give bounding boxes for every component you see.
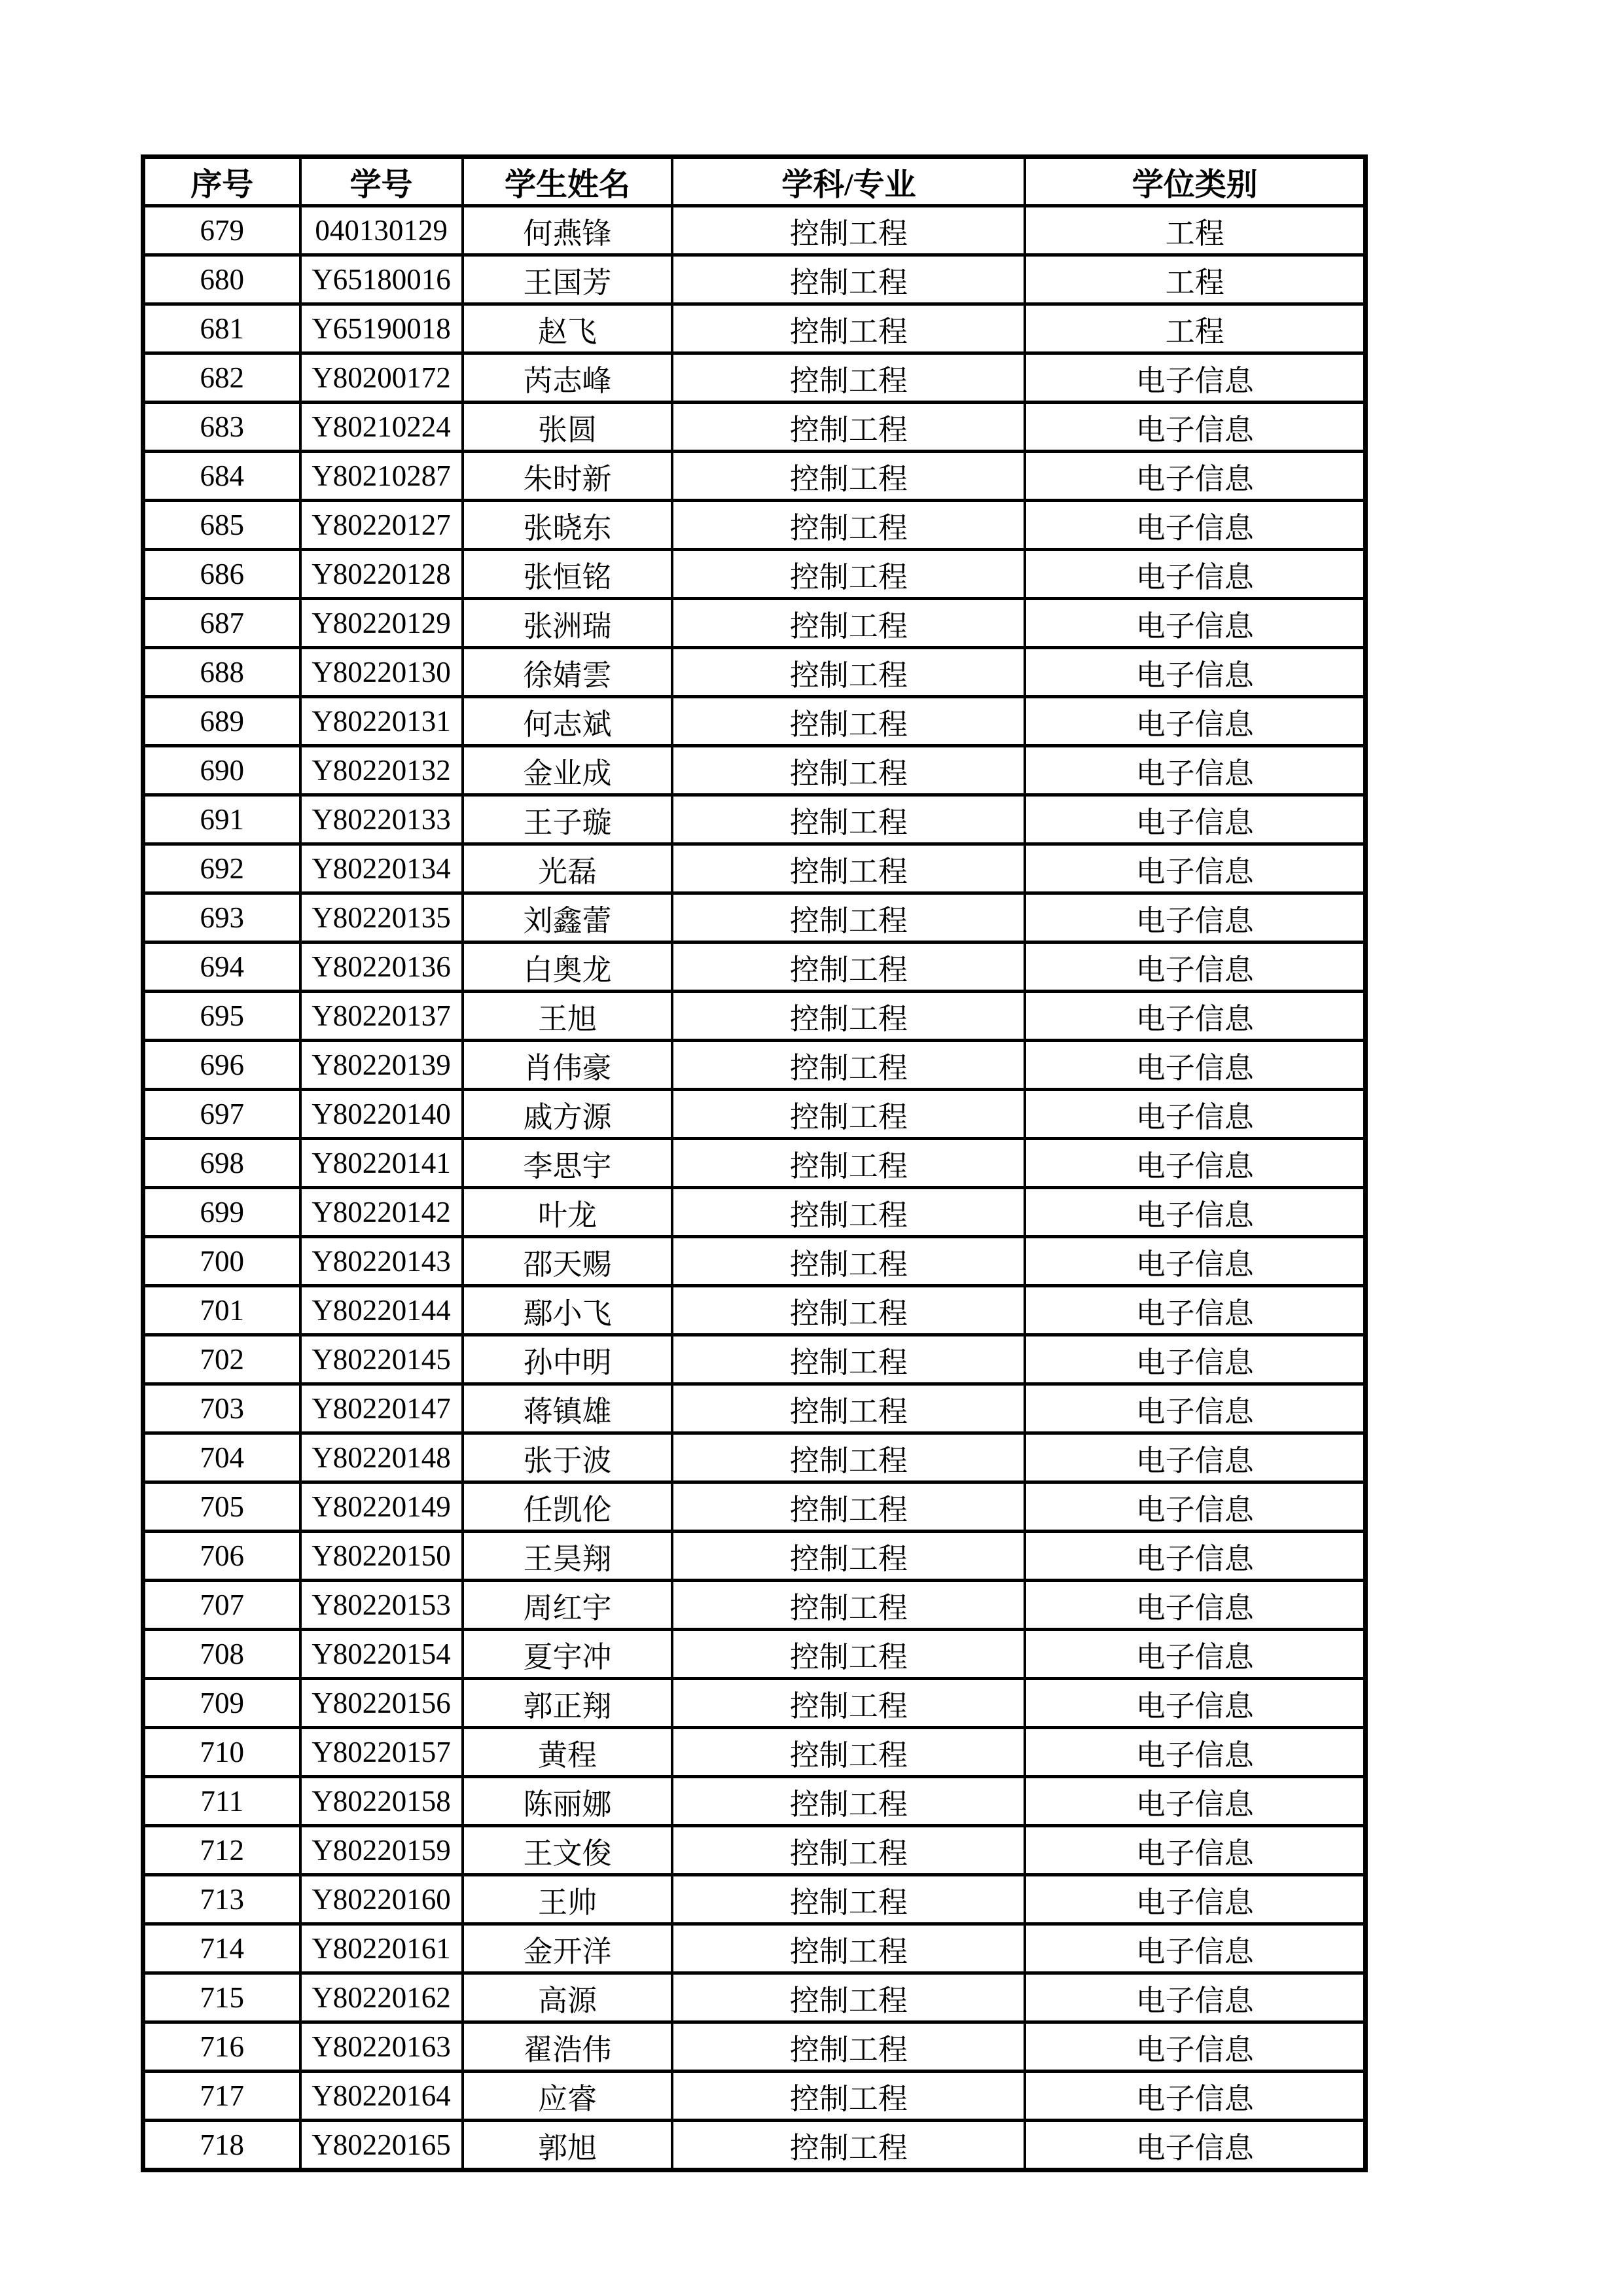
table-row <box>143 2072 1366 2121</box>
major-cell: 控制工程 <box>672 1924 1025 1973</box>
student-id-cell: Y80220147 <box>300 1384 463 1433</box>
table-row <box>143 844 1366 893</box>
name-cell: 应睿 <box>463 2072 673 2121</box>
table-row <box>143 1041 1366 1090</box>
major-cell: 控制工程 <box>672 1482 1025 1532</box>
table-row <box>143 403 1366 452</box>
student-id-cell: Y80220136 <box>300 942 463 992</box>
student-id-cell: Y80220159 <box>300 1826 463 1875</box>
table-row <box>143 1384 1366 1433</box>
header-student-name: 学生姓名 <box>463 157 673 206</box>
degree-cell: 电子信息 <box>1025 893 1365 942</box>
name-cell: 光磊 <box>463 844 673 893</box>
student-id-cell: Y80220133 <box>300 795 463 844</box>
degree-cell: 电子信息 <box>1025 1532 1365 1581</box>
major-cell: 控制工程 <box>672 353 1025 403</box>
seq-cell: 706 <box>143 1532 300 1581</box>
student-id-cell: Y80220153 <box>300 1581 463 1630</box>
degree-cell: 电子信息 <box>1025 1630 1365 1679</box>
student-id-cell: Y80220127 <box>300 501 463 550</box>
table-row <box>143 1875 1366 1924</box>
major-cell: 控制工程 <box>672 1826 1025 1875</box>
seq-cell: 710 <box>143 1728 300 1777</box>
major-cell: 控制工程 <box>672 1237 1025 1286</box>
name-cell: 鄢小飞 <box>463 1286 673 1335</box>
seq-cell: 694 <box>143 942 300 992</box>
table-row <box>143 2022 1366 2072</box>
header-row <box>143 157 1366 206</box>
name-cell: 王国芳 <box>463 255 673 304</box>
header-degree-type: 学位类别 <box>1025 157 1365 206</box>
table-row <box>143 1826 1366 1875</box>
name-cell: 周红宇 <box>463 1581 673 1630</box>
student-id-cell: Y80220157 <box>300 1728 463 1777</box>
major-cell: 控制工程 <box>672 1335 1025 1384</box>
name-cell: 郭旭 <box>463 2121 673 2170</box>
student-id-cell: Y80220161 <box>300 1924 463 1973</box>
student-id-cell: Y80220160 <box>300 1875 463 1924</box>
seq-cell: 681 <box>143 304 300 353</box>
major-cell: 控制工程 <box>672 844 1025 893</box>
name-cell: 赵飞 <box>463 304 673 353</box>
table-row <box>143 2121 1366 2170</box>
table-row <box>143 697 1366 746</box>
student-id-cell: Y80220164 <box>300 2072 463 2121</box>
seq-cell: 713 <box>143 1875 300 1924</box>
degree-cell: 电子信息 <box>1025 746 1365 795</box>
degree-cell: 电子信息 <box>1025 1482 1365 1532</box>
seq-cell: 689 <box>143 697 300 746</box>
seq-cell: 715 <box>143 1973 300 2022</box>
major-cell: 控制工程 <box>672 403 1025 452</box>
degree-cell: 工程 <box>1025 304 1365 353</box>
degree-cell: 电子信息 <box>1025 992 1365 1041</box>
degree-cell: 电子信息 <box>1025 599 1365 648</box>
name-cell: 白奥龙 <box>463 942 673 992</box>
student-id-cell: Y65180016 <box>300 255 463 304</box>
table-row <box>143 795 1366 844</box>
major-cell: 控制工程 <box>672 206 1025 255</box>
degree-cell: 电子信息 <box>1025 648 1365 697</box>
student-id-cell: Y80220132 <box>300 746 463 795</box>
table-row <box>143 893 1366 942</box>
name-cell: 张圆 <box>463 403 673 452</box>
name-cell: 王文俊 <box>463 1826 673 1875</box>
name-cell: 张晓东 <box>463 501 673 550</box>
name-cell: 王帅 <box>463 1875 673 1924</box>
table-row <box>143 942 1366 992</box>
student-id-cell: Y80220150 <box>300 1532 463 1581</box>
table-row <box>143 1090 1366 1139</box>
student-id-cell: Y80220140 <box>300 1090 463 1139</box>
table-row <box>143 1188 1366 1237</box>
seq-cell: 679 <box>143 206 300 255</box>
seq-cell: 714 <box>143 1924 300 1973</box>
name-cell: 张洲瑞 <box>463 599 673 648</box>
student-id-cell: Y80220145 <box>300 1335 463 1384</box>
student-id-cell: Y80220162 <box>300 1973 463 2022</box>
major-cell: 控制工程 <box>672 452 1025 501</box>
degree-cell: 工程 <box>1025 255 1365 304</box>
name-cell: 戚方源 <box>463 1090 673 1139</box>
major-cell: 控制工程 <box>672 1581 1025 1630</box>
name-cell: 朱时新 <box>463 452 673 501</box>
major-cell: 控制工程 <box>672 1532 1025 1581</box>
name-cell: 刘鑫蕾 <box>463 893 673 942</box>
major-cell: 控制工程 <box>672 697 1025 746</box>
student-id-cell: Y80220137 <box>300 992 463 1041</box>
major-cell: 控制工程 <box>672 1433 1025 1482</box>
major-cell: 控制工程 <box>672 648 1025 697</box>
degree-cell: 电子信息 <box>1025 2022 1365 2072</box>
student-id-cell: Y80220128 <box>300 550 463 599</box>
major-cell: 控制工程 <box>672 1286 1025 1335</box>
student-id-cell: Y80220131 <box>300 697 463 746</box>
seq-cell: 716 <box>143 2022 300 2072</box>
name-cell: 郭正翔 <box>463 1679 673 1728</box>
major-cell: 控制工程 <box>672 1679 1025 1728</box>
degree-cell: 电子信息 <box>1025 1041 1365 1090</box>
major-cell: 控制工程 <box>672 942 1025 992</box>
table-row <box>143 1581 1366 1630</box>
major-cell: 控制工程 <box>672 795 1025 844</box>
table-row <box>143 1237 1366 1286</box>
name-cell: 夏宇冲 <box>463 1630 673 1679</box>
name-cell: 邵天赐 <box>463 1237 673 1286</box>
table-row <box>143 599 1366 648</box>
name-cell: 金开洋 <box>463 1924 673 1973</box>
major-cell: 控制工程 <box>672 992 1025 1041</box>
degree-cell: 电子信息 <box>1025 353 1365 403</box>
name-cell: 徐婧雲 <box>463 648 673 697</box>
table-row <box>143 1679 1366 1728</box>
table-row <box>143 452 1366 501</box>
degree-cell: 电子信息 <box>1025 452 1365 501</box>
major-cell: 控制工程 <box>672 1875 1025 1924</box>
degree-cell: 电子信息 <box>1025 2121 1365 2170</box>
name-cell: 金业成 <box>463 746 673 795</box>
seq-cell: 701 <box>143 1286 300 1335</box>
major-cell: 控制工程 <box>672 1188 1025 1237</box>
name-cell: 王昊翔 <box>463 1532 673 1581</box>
degree-cell: 电子信息 <box>1025 1728 1365 1777</box>
major-cell: 控制工程 <box>672 746 1025 795</box>
seq-cell: 696 <box>143 1041 300 1090</box>
seq-cell: 693 <box>143 893 300 942</box>
major-cell: 控制工程 <box>672 550 1025 599</box>
degree-cell: 电子信息 <box>1025 1826 1365 1875</box>
table-row <box>143 550 1366 599</box>
table-row <box>143 746 1366 795</box>
degree-cell: 电子信息 <box>1025 2072 1365 2121</box>
seq-cell: 705 <box>143 1482 300 1532</box>
name-cell: 蒋镇雄 <box>463 1384 673 1433</box>
major-cell: 控制工程 <box>672 893 1025 942</box>
degree-cell: 电子信息 <box>1025 550 1365 599</box>
major-cell: 控制工程 <box>672 1630 1025 1679</box>
student-id-cell: Y80220158 <box>300 1777 463 1826</box>
student-id-cell: Y80220163 <box>300 2022 463 2072</box>
student-id-cell: Y80220135 <box>300 893 463 942</box>
degree-cell: 电子信息 <box>1025 1679 1365 1728</box>
seq-cell: 688 <box>143 648 300 697</box>
seq-cell: 711 <box>143 1777 300 1826</box>
table-row <box>143 1433 1366 1482</box>
seq-cell: 703 <box>143 1384 300 1433</box>
name-cell: 李思宇 <box>463 1139 673 1188</box>
table-row <box>143 1335 1366 1384</box>
student-table <box>141 154 1368 2172</box>
student-id-cell: Y80220144 <box>300 1286 463 1335</box>
degree-cell: 电子信息 <box>1025 1581 1365 1630</box>
seq-cell: 682 <box>143 353 300 403</box>
major-cell: 控制工程 <box>672 1384 1025 1433</box>
degree-cell: 电子信息 <box>1025 1286 1365 1335</box>
seq-cell: 691 <box>143 795 300 844</box>
degree-cell: 电子信息 <box>1025 501 1365 550</box>
table-row <box>143 206 1366 255</box>
degree-cell: 电子信息 <box>1025 1335 1365 1384</box>
student-id-cell: Y80220130 <box>300 648 463 697</box>
seq-cell: 697 <box>143 1090 300 1139</box>
name-cell: 王子璇 <box>463 795 673 844</box>
seq-cell: 698 <box>143 1139 300 1188</box>
student-id-cell: Y80210224 <box>300 403 463 452</box>
name-cell: 王旭 <box>463 992 673 1041</box>
major-cell: 控制工程 <box>672 255 1025 304</box>
seq-cell: 708 <box>143 1630 300 1679</box>
student-id-cell: Y80220148 <box>300 1433 463 1482</box>
degree-cell: 电子信息 <box>1025 1924 1365 1973</box>
degree-cell: 电子信息 <box>1025 1433 1365 1482</box>
major-cell: 控制工程 <box>672 1090 1025 1139</box>
name-cell: 任凯伦 <box>463 1482 673 1532</box>
table-row <box>143 1973 1366 2022</box>
degree-cell: 电子信息 <box>1025 942 1365 992</box>
degree-cell: 电子信息 <box>1025 795 1365 844</box>
table-row <box>143 501 1366 550</box>
seq-cell: 718 <box>143 2121 300 2170</box>
student-id-cell: Y80220149 <box>300 1482 463 1532</box>
student-id-cell: Y65190018 <box>300 304 463 353</box>
header-major: 学科/专业 <box>672 157 1025 206</box>
name-cell: 张于波 <box>463 1433 673 1482</box>
student-id-cell: Y80220141 <box>300 1139 463 1188</box>
major-cell: 控制工程 <box>672 501 1025 550</box>
seq-cell: 712 <box>143 1826 300 1875</box>
name-cell: 孙中明 <box>463 1335 673 1384</box>
name-cell: 芮志峰 <box>463 353 673 403</box>
table-row <box>143 648 1366 697</box>
name-cell: 陈丽娜 <box>463 1777 673 1826</box>
major-cell: 控制工程 <box>672 2072 1025 2121</box>
seq-cell: 685 <box>143 501 300 550</box>
seq-cell: 690 <box>143 746 300 795</box>
header-seq: 序号 <box>143 157 300 206</box>
degree-cell: 电子信息 <box>1025 1777 1365 1826</box>
degree-cell: 电子信息 <box>1025 1875 1365 1924</box>
major-cell: 控制工程 <box>672 1728 1025 1777</box>
seq-cell: 680 <box>143 255 300 304</box>
table-row <box>143 1139 1366 1188</box>
student-id-cell: Y80220165 <box>300 2121 463 2170</box>
seq-cell: 695 <box>143 992 300 1041</box>
major-cell: 控制工程 <box>672 2121 1025 2170</box>
seq-cell: 684 <box>143 452 300 501</box>
student-id-cell: Y80220134 <box>300 844 463 893</box>
name-cell: 高源 <box>463 1973 673 2022</box>
degree-cell: 电子信息 <box>1025 1139 1365 1188</box>
table-row <box>143 1630 1366 1679</box>
degree-cell: 电子信息 <box>1025 697 1365 746</box>
degree-cell: 电子信息 <box>1025 1384 1365 1433</box>
student-id-cell: Y80200172 <box>300 353 463 403</box>
student-id-cell: Y80220142 <box>300 1188 463 1237</box>
seq-cell: 683 <box>143 403 300 452</box>
degree-cell: 电子信息 <box>1025 403 1365 452</box>
student-id-cell: Y80210287 <box>300 452 463 501</box>
degree-cell: 电子信息 <box>1025 844 1365 893</box>
table-row <box>143 255 1366 304</box>
degree-cell: 电子信息 <box>1025 1973 1365 2022</box>
name-cell: 肖伟豪 <box>463 1041 673 1090</box>
seq-cell: 686 <box>143 550 300 599</box>
seq-cell: 699 <box>143 1188 300 1237</box>
header-student-id: 学号 <box>300 157 463 206</box>
seq-cell: 700 <box>143 1237 300 1286</box>
major-cell: 控制工程 <box>672 2022 1025 2072</box>
table-row <box>143 1777 1366 1826</box>
student-id-cell: 040130129 <box>300 206 463 255</box>
student-id-cell: Y80220129 <box>300 599 463 648</box>
student-id-cell: Y80220143 <box>300 1237 463 1286</box>
degree-cell: 工程 <box>1025 206 1365 255</box>
major-cell: 控制工程 <box>672 1041 1025 1090</box>
major-cell: 控制工程 <box>672 1777 1025 1826</box>
table-row <box>143 992 1366 1041</box>
table-row <box>143 304 1366 353</box>
table-row <box>143 1532 1366 1581</box>
name-cell: 张恒铭 <box>463 550 673 599</box>
table-row <box>143 353 1366 403</box>
major-cell: 控制工程 <box>672 1973 1025 2022</box>
degree-cell: 电子信息 <box>1025 1090 1365 1139</box>
seq-cell: 717 <box>143 2072 300 2121</box>
table-row <box>143 1482 1366 1532</box>
name-cell: 黄程 <box>463 1728 673 1777</box>
table-row <box>143 1286 1366 1335</box>
seq-cell: 687 <box>143 599 300 648</box>
student-id-cell: Y80220139 <box>300 1041 463 1090</box>
name-cell: 翟浩伟 <box>463 2022 673 2072</box>
name-cell: 何燕锋 <box>463 206 673 255</box>
seq-cell: 692 <box>143 844 300 893</box>
degree-cell: 电子信息 <box>1025 1188 1365 1237</box>
name-cell: 叶龙 <box>463 1188 673 1237</box>
table-row <box>143 1924 1366 1973</box>
major-cell: 控制工程 <box>672 1139 1025 1188</box>
student-id-cell: Y80220154 <box>300 1630 463 1679</box>
table-row <box>143 1728 1366 1777</box>
seq-cell: 707 <box>143 1581 300 1630</box>
name-cell: 何志斌 <box>463 697 673 746</box>
student-id-cell: Y80220156 <box>300 1679 463 1728</box>
seq-cell: 704 <box>143 1433 300 1482</box>
major-cell: 控制工程 <box>672 304 1025 353</box>
degree-cell: 电子信息 <box>1025 1237 1365 1286</box>
seq-cell: 709 <box>143 1679 300 1728</box>
seq-cell: 702 <box>143 1335 300 1384</box>
major-cell: 控制工程 <box>672 599 1025 648</box>
